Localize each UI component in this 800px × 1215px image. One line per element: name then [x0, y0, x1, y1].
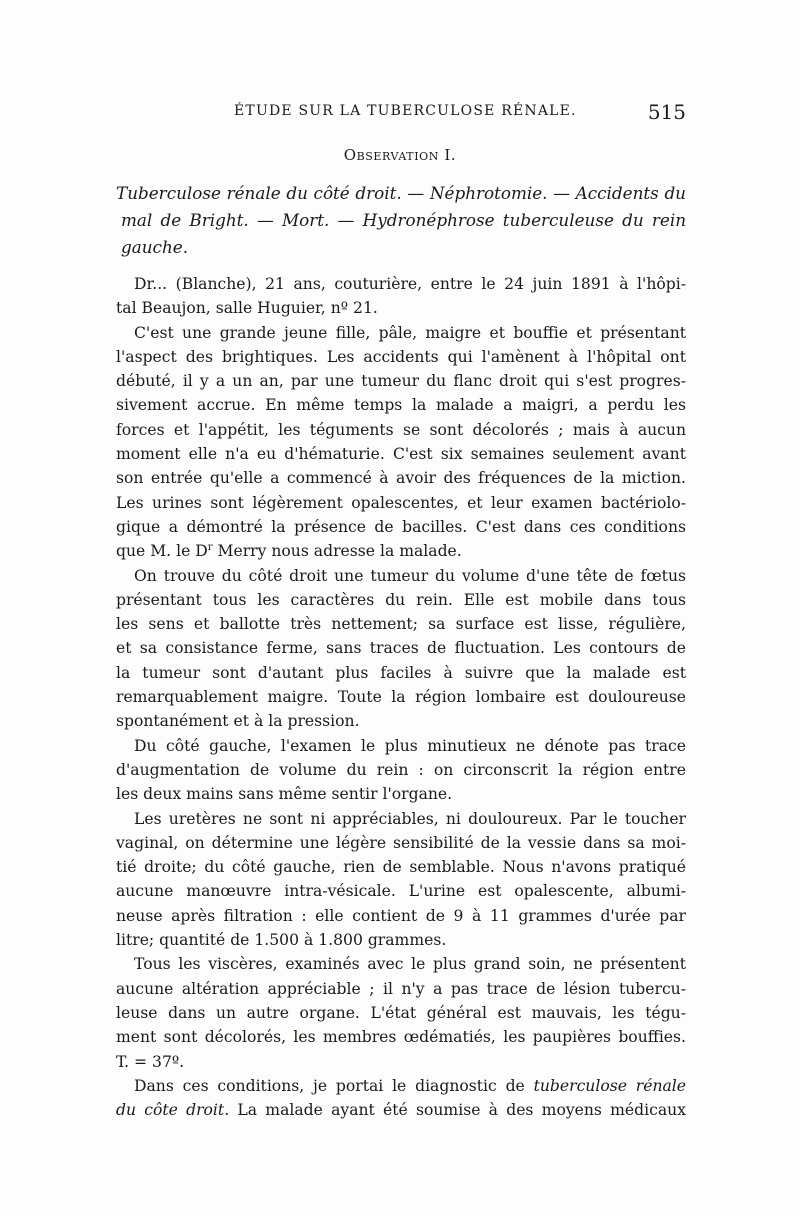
text-line: les sens et ballotte très nettement; sa surface est lisse, régulière,	[116, 615, 686, 634]
text-line: Tous les viscères, examinés avec le plus grand soin, ne présentent	[134, 955, 686, 974]
text-line: neuse après filtration : elle contient de 9 à 11 grammes d'urée par	[116, 906, 686, 925]
text-line: T. = 37º.	[116, 1052, 185, 1071]
running-title: ÉTUDE SUR LA TUBERCULOSE RÉNALE.	[234, 103, 577, 119]
subtitle-line: gauche.	[121, 237, 189, 257]
text-line: gique a démontré la présence de bacilles. C'est dans ces conditions	[116, 517, 686, 536]
text-line: aucune altération appréciable ; il n'y a pas trace de lésion tubercu-	[116, 979, 686, 998]
text-line: spontanément et à la pression.	[116, 712, 360, 731]
observation-label: Observation	[343, 146, 440, 164]
observation-number: I.	[444, 146, 457, 164]
text-segment: que M. le D	[116, 542, 208, 561]
text-segment: Merry nous adresse la malade.	[212, 542, 462, 561]
text-line: son entrée qu'elle a commencé à avoir des fréquences de la miction.	[116, 469, 686, 488]
text-segment: . La malade ayant été soumise à des moyens médicaux	[224, 1101, 686, 1120]
text-line: l'aspect des brightiques. Les accidents qui l'amènent à l'hôpital ont	[116, 347, 686, 366]
superscript: r	[207, 542, 213, 554]
italic-term: tuberculose rénale	[533, 1076, 686, 1095]
subtitle-line: mal de Bright. — Mort. — Hydronéphrose tuberculeuse du rein	[121, 210, 686, 230]
text-line: leuse dans un autre organe. L'état général est mauvais, les tégu-	[116, 1003, 686, 1022]
text-line: la tumeur sont d'autant plus faciles à suivre que la malade est	[116, 663, 686, 682]
text-block	[116, 180, 686, 1122]
text-line: aucune manœuvre intra-vésicale. L'urine est opalescente, albumi-	[116, 882, 686, 901]
text-line: Les urines sont légèrement opalescentes, et leur examen bactériolo-	[116, 493, 686, 512]
text-line: sivement accrue. En même temps la malade a maigri, a perdu les	[116, 396, 686, 415]
text-line: et sa consistance ferme, sans traces de fluctuation. Les contours de	[116, 639, 686, 658]
text-line: On trouve du côté droit une tumeur du volume d'une tête de fœtus	[134, 566, 686, 585]
text-line: C'est une grande jeune fille, pâle, maigre et bouffie et présentant	[134, 323, 686, 342]
page-number: 515	[647, 100, 686, 124]
text-line: tié droite; du côté gauche, rien de semblable. Nous n'avons pratiqué	[116, 858, 686, 877]
text-line: Les uretères ne sont ni appréciables, ni douloureux. Par le toucher	[134, 809, 686, 828]
text-line: les deux mains sans même sentir l'organe.	[116, 785, 453, 804]
text-line	[116, 1098, 686, 1122]
text-line: moment elle n'a eu d'hématurie. C'est six semaines seulement avant	[116, 445, 686, 464]
text-line: présentant tous les caractères du rein. Elle est mobile dans tous	[116, 590, 686, 609]
text-line	[116, 1074, 686, 1098]
subtitle-line: Tuberculose rénale du côté droit. — Néphrotomie. — Accidents du	[116, 183, 686, 203]
italic-term: du côte droit	[116, 1101, 225, 1120]
text-line: Dr... (Blanche), 21 ans, couturière, entre le 24 juin 1891 à l'hôpi-	[134, 275, 686, 293]
text-line: d'augmentation de volume du rein : on circonscrit la région entre	[116, 760, 686, 779]
text-line: forces et l'appétit, les téguments se sont décolorés ; mais à aucun	[116, 420, 686, 439]
text-segment: Dans ces conditions, je portai le diagnostic de	[134, 1076, 534, 1095]
running-header	[116, 100, 686, 126]
text-line	[116, 539, 686, 563]
text-line: remarquablement maigre. Toute la région lombaire est douloureuse	[116, 688, 686, 707]
text-line: tal Beaujon, salle Huguier, nº 21.	[116, 299, 378, 318]
text-line: litre; quantité de 1.500 à 1.800 grammes.	[116, 931, 447, 950]
observation-subtitle	[116, 180, 686, 261]
text-line: ment sont décolorés, les membres œdématiés, les paupières bouffies.	[116, 1028, 686, 1047]
text-line: débuté, il y a un an, par une tumeur du flanc droit qui s'est progres-	[116, 372, 686, 391]
text-line: Du côté gauche, l'examen le plus minutieux ne dénote pas trace	[134, 736, 686, 755]
observation-heading	[0, 146, 800, 164]
text-line: vaginal, on détermine une légère sensibilité de la vessie dans sa moi-	[116, 833, 686, 852]
